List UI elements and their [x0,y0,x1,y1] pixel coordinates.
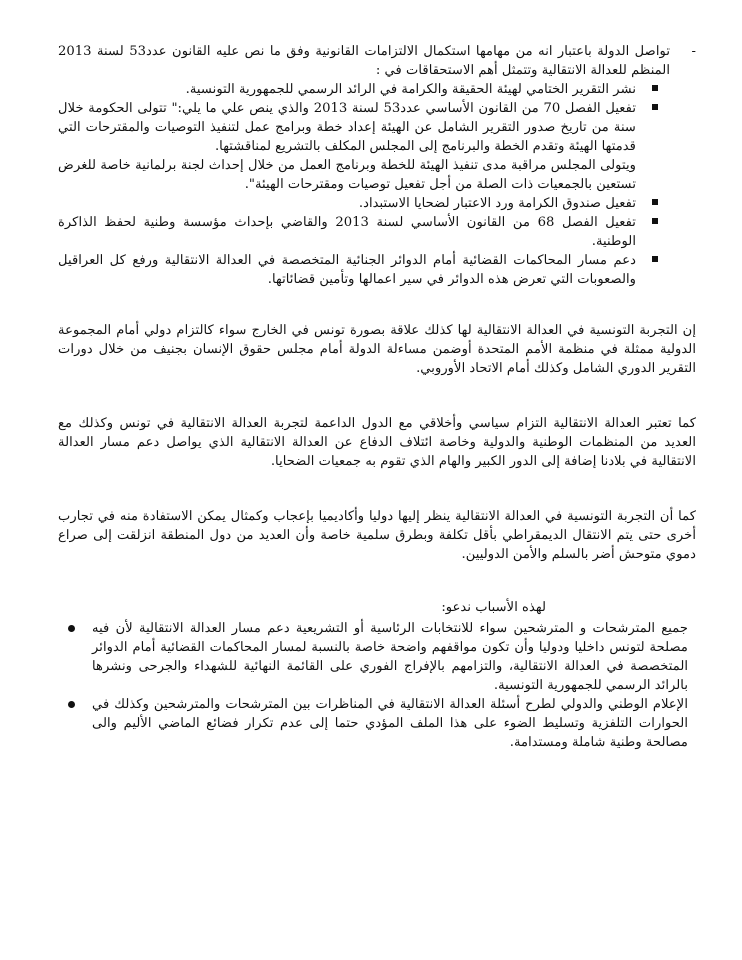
entitlements-list [58,80,696,156]
entitlements-list-continued [58,194,696,289]
list-item-text: تفعيل الفصل 70 من القانون الأساسي عدد53 لسنة 2013 والذي ينص علي ما يلي:" تتولى الحكومة خلال سنة من تاريخ صدور التقرير الشامل عن الهيئة إعداد خطة وبرامج عمل لتنفيذ التوصيات والمقترحات التي قدمتها الهيئة وتقدم الخطة والبرنامج إلى المجلس المكلف بالتشريع لمناقشتها. [58,101,636,154]
square-bullet-icon [652,256,658,262]
body-paragraph: إن التجربة التونسية في العدالة الانتقالية لها كذلك علاقة بصورة تونس في الخارج سواء كالتزام دولي أمام المجموعة الدولية ممثلة في منظمة الأمم المتحدة أوضمن مساءلة الدولة أمام مجلس حقوق الإنسان بجنيف من خلال دورات التقرير الدوري الشامل وكذلك أمام الاتحاد الأوروبي. [58,323,696,376]
list-item [58,80,636,99]
list-item-text: جميع المترشحات و المترشحين سواء للانتخابات الرئاسية أو التشريعية دعم مسار العدالة الانتقالية لأن فيه مصلحة لتونس داخليا ودوليا وأن تكون مواقفهم واضحة خاصة بالنسبة لمسار المحاكمات القضائية أمام الدوائر المتخصصة في العدالة الانتقالية، والتزامهم بالإفراج الفوري على القائمة النهائية للشهداء والجرحى ونشرها بالرائد الرسمي للجمهورية التونسية. [92,621,688,693]
list-item [58,99,636,156]
list-item [58,213,636,251]
list-item [92,619,688,695]
list-item-text: تفعيل صندوق الكرامة ورد الاعتبار لضحايا الاستبداد. [358,196,636,211]
reasons-list [58,619,696,752]
list-item-text: الإعلام الوطني والدولي لطرح أسئلة العدالة الانتقالية في المناظرات بين المترشحات والمترشحين وكذلك في الحوارات التلفزية وتسليط الضوء على هذا الملف المؤدي حتما إلى عدم تكرار فضائع الماضي الأليم والى مصالحة وطنية شاملة ومستدامة. [92,697,688,750]
reasons-title: لهذه الأسباب ندعو: [441,600,546,615]
reasons-section [58,598,696,752]
intro-text: تواصل الدولة باعتبار انه من مهامها استكمال الالتزامات القانونية وفق ما نص عليه القانون عدد53 لسنة 2013 المنظم للعدالة الانتقالية وتتمثل أهم الاستحقاقات في : [58,44,670,78]
square-bullet-icon [652,104,658,110]
round-bullet-icon [68,701,75,708]
list-item [58,194,636,213]
square-bullet-icon [652,218,658,224]
list-item-text: دعم مسار المحاكمات القضائية أمام الدوائر الجنائية المتخصصة في العدالة الانتقالية ورفع كل العراقيل والصعوبات التي تعرض هذه الدوائر في سير اعمالها وتأمين قضائاتها. [58,253,636,287]
round-bullet-icon [68,625,75,632]
dash-bullet: - [691,44,696,59]
list-item-text: تفعيل الفصل 68 من القانون الأساسي لسنة 2013 والقاضي بإحداث مؤسسة وطنية لحفظ الذاكرة الوطنية. [58,215,636,249]
square-bullet-icon [652,199,658,205]
body-paragraph: كما تعتبر العدالة الانتقالية التزام سياسي وأخلاقي مع الدول الداعمة لتجربة العدالة الانتقالية في تونس وكذلك مع العديد من المنظمات الوطنية والدولية وخاصة ائتلاف الدفاع عن العدالة الانتقالية الذي يواصل دعم مسار العدالة الانتقالية في بلادنا إضافة إلى الدور الكبير والهام الذي تقوم به جمعيات الضحايا. [58,416,696,469]
square-bullet-icon [652,85,658,91]
body-paragraph: كما أن التجربة التونسية في العدالة الانتقالية ينظر إليها دوليا وأكاديميا بإعجاب وكمثال يمكن الاستفادة منه في تجارب أخرى حتى يتم الانتقال الديمقراطي بأقل تكلفة وبطرق سلمية خاصة وأن العديد من دول المنطقة انزلقت إلى صراع دموي متوحش أضر بالسلم والأمن الدوليين. [58,509,696,562]
list-item [58,251,636,289]
list-item-continuation: ويتولى المجلس مراقبة مدى تنفيذ الهيئة للخطة وبرنامج العمل من خلال إحداث لجنة برلمانية خاصة للغرض تستعين بالجمعيات ذات الصلة من أجل تفعيل توصيات ومقترحات الهيئة". [58,158,636,192]
list-item-text: نشر التقرير الختامي لهيئة الحقيقة والكرامة في الرائد الرسمي للجمهورية التونسية. [185,82,636,97]
intro-paragraph [58,42,696,80]
list-item [92,695,688,752]
